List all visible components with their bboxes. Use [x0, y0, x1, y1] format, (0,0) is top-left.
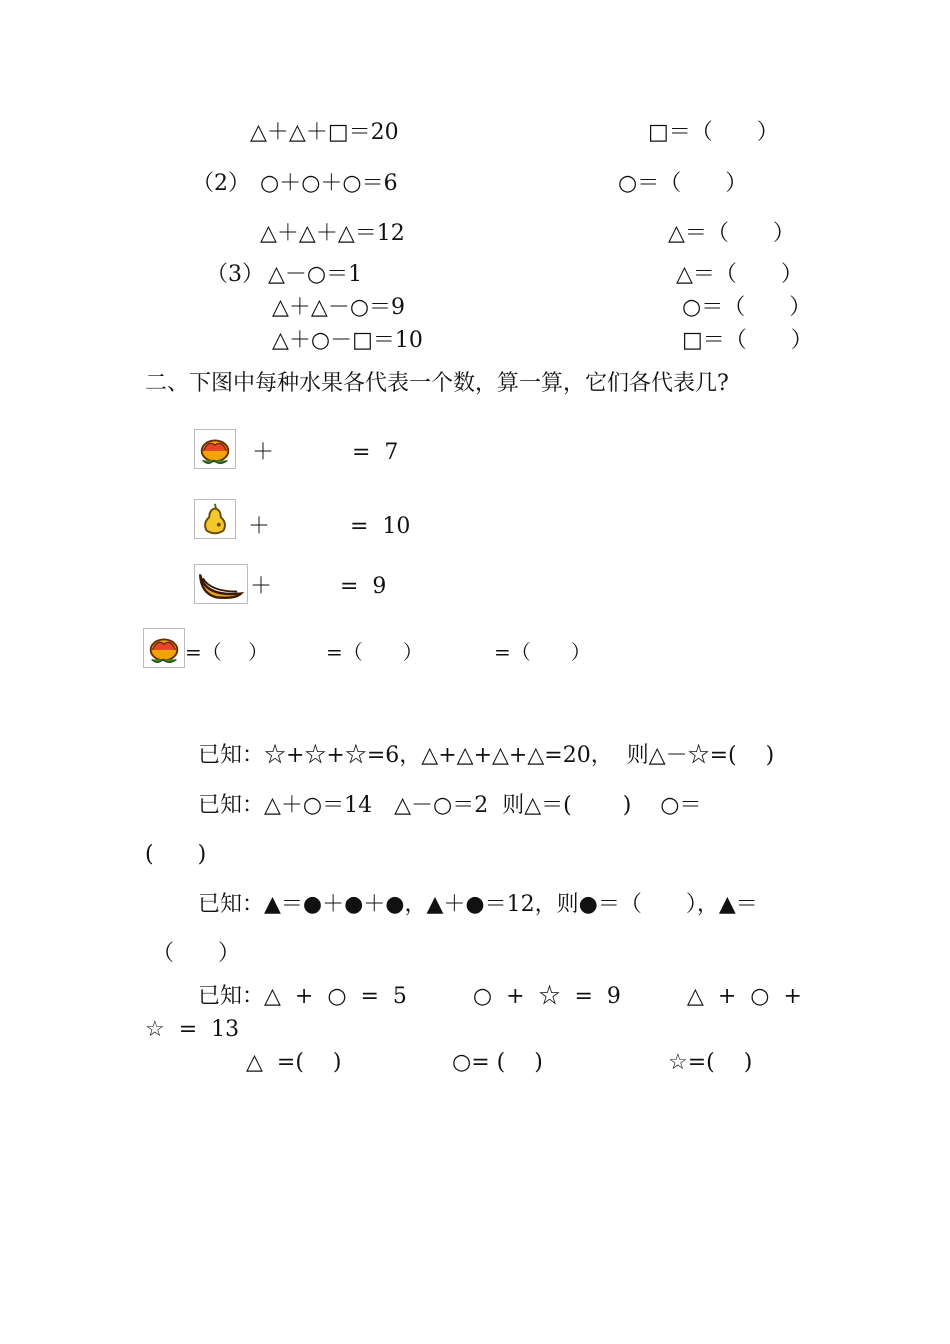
plus-sign: ＋	[250, 574, 273, 599]
question-3-continued: （ ）	[152, 941, 241, 966]
plus-sign: ＋	[252, 440, 275, 465]
equation-p2-2: △＋△＋△＝12	[260, 221, 405, 246]
problem-number-2: （2）	[192, 171, 250, 196]
equation-row1: △＋△＋□＝20	[250, 120, 399, 145]
question-3: 已知：▲＝●＋●＋●，▲＋●＝12，则●＝（ ），▲＝	[198, 892, 758, 917]
equation-p3-1: △－○＝1	[268, 262, 363, 287]
plus-sign: ＋	[248, 514, 271, 539]
equation-result-10: = 10	[350, 514, 411, 539]
question-1: 已知：☆+☆+☆=6，△+△+△+△=20， 则△－☆=( )	[198, 743, 775, 768]
peach-icon	[194, 429, 236, 469]
answer-peach: =（ ）	[185, 640, 269, 664]
question-2: 已知：△＋○＝14 △－○＝2 则△＝( ) ○＝	[198, 793, 702, 818]
problem-number-3: （3）	[206, 262, 264, 287]
answer-p3-triangle: △＝（ ）	[676, 262, 803, 287]
equation-result-7: = 7	[352, 440, 399, 465]
peach-icon	[143, 628, 185, 668]
answer-q4-circle: ○= ( )	[452, 1050, 543, 1075]
question-2-continued: ( )	[145, 842, 207, 867]
equation-p3-2: △＋△－○＝9	[272, 295, 406, 320]
answer-pear: =（ ）	[326, 640, 423, 664]
answer-q4-triangle: △ =( )	[246, 1050, 342, 1075]
answer-banana: =（ ）	[494, 640, 591, 664]
question-4: 已知：△ + ○ = 5 ○ + ☆ = 9 △ + ○ +	[198, 984, 802, 1009]
question-4-continued: ☆ = 13	[145, 1017, 240, 1042]
equation-result-9: = 9	[340, 574, 387, 599]
pear-icon	[194, 499, 236, 539]
section-heading-2: 二、下图中每种水果各代表一个数，算一算，它们各代表几?	[145, 371, 729, 396]
answer-p3-square: □＝（ ）	[682, 328, 813, 353]
answer-p3-circle: ○＝（ ）	[682, 295, 812, 320]
answer-circle: ○＝（ ）	[618, 171, 748, 196]
answer-square: □＝（ ）	[648, 120, 779, 145]
answer-triangle: △＝（ ）	[668, 221, 795, 246]
answer-q4-star: ☆=( )	[668, 1050, 753, 1075]
banana-icon	[194, 564, 248, 604]
equation-p2-1: ○＋○＋○＝6	[260, 171, 398, 196]
equation-p3-3: △＋○－□＝10	[272, 328, 423, 353]
